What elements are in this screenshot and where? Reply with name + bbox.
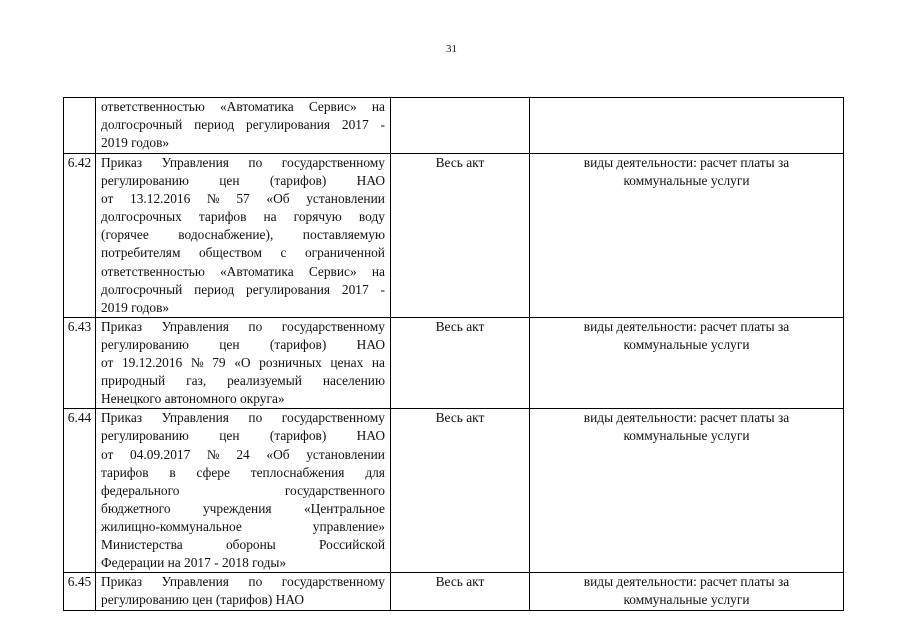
activity-kind-cell	[530, 573, 844, 611]
item-number: 6.45	[64, 573, 96, 611]
act-name-line: долгосрочный период регулирования 2017 -	[101, 117, 385, 133]
act-name-line: федерального государственного	[101, 482, 385, 498]
activity-kind-line: коммунальные услуги	[623, 428, 750, 444]
act-scope-cell: Весь акт	[391, 154, 530, 318]
activity-kind-cell	[530, 98, 844, 154]
act-name-cell	[96, 317, 391, 408]
act-name-line: от 13.12.2016 № 57 «Об установлении	[101, 191, 385, 207]
act-name-line: Приказ Управления по государственному	[101, 318, 385, 334]
act-name-line: (горячее водоснабжение), поставляемую	[101, 227, 385, 243]
act-name-cell	[96, 98, 391, 154]
act-name-line: тарифов в сфере теплоснабжения для	[101, 464, 385, 480]
table-row	[64, 409, 844, 573]
act-name-line: долгосрочных тарифов на горячую воду	[101, 209, 385, 225]
act-scope-cell	[391, 98, 530, 154]
activity-kind-line: виды деятельности: расчет платы за	[583, 410, 790, 426]
table-row	[64, 154, 844, 318]
activity-kind-cell	[530, 317, 844, 408]
act-name-line: 2019 годов»	[101, 299, 170, 315]
act-name-line: Ненецкого автономного округа»	[101, 391, 285, 407]
activity-kind-cell	[530, 409, 844, 573]
table-row	[64, 317, 844, 408]
activity-kind-line: виды деятельности: расчет платы за	[583, 574, 790, 590]
act-name-cell	[96, 409, 391, 573]
act-scope-cell: Весь акт	[391, 409, 530, 573]
act-name-line: Приказ Управления по государственному	[101, 410, 385, 426]
act-scope-cell: Весь акт	[391, 317, 530, 408]
table-row	[64, 573, 844, 611]
act-name-line: Приказ Управления по государственному	[101, 574, 385, 590]
acts-table	[63, 97, 844, 611]
act-name-line: Приказ Управления по государственному	[101, 155, 385, 170]
act-name-line: жилищно-коммунальное управление»	[101, 518, 385, 534]
act-name-line: Федерации на 2017 - 2018 годы»	[101, 555, 287, 571]
act-name-line: природный газ, реализуемый населению	[101, 373, 385, 389]
act-name-line: Министерства обороны Российской	[101, 536, 385, 552]
activity-kind-line: виды деятельности: расчет платы за	[583, 318, 790, 334]
act-name-line: ответственностью «Автоматика Сервис» на	[101, 99, 385, 114]
activity-kind-line: коммунальные услуги	[623, 173, 750, 189]
item-number: 6.42	[64, 154, 96, 318]
act-name-line: регулированию цен (тарифов) НАО	[101, 336, 385, 352]
act-name-line: регулированию цен (тарифов) НАО	[101, 428, 385, 444]
act-name-line: регулированию цен (тарифов) НАО	[101, 592, 304, 608]
act-name-line: потребителям обществом с ограниченной	[101, 245, 385, 261]
page-number: 31	[446, 43, 457, 55]
activity-kind-line: виды деятельности: расчет платы за	[583, 155, 790, 170]
activity-kind-line: коммунальные услуги	[623, 592, 750, 608]
acts-table-body	[64, 98, 844, 611]
item-number: 6.44	[64, 409, 96, 573]
item-number: 6.43	[64, 317, 96, 408]
activity-kind-cell	[530, 154, 844, 318]
act-name-line: от 04.09.2017 № 24 «Об установлении	[101, 446, 385, 462]
act-name-line: ответственностью «Автоматика Сервис» на	[101, 263, 385, 279]
act-name-line: 2019 годов»	[101, 135, 170, 151]
act-scope-cell: Весь акт	[391, 573, 530, 611]
act-name-line: долгосрочный период регулирования 2017 -	[101, 281, 385, 297]
act-name-line: бюджетного учреждения «Центральное	[101, 500, 385, 516]
act-name-line: от 19.12.2016 № 79 «О розничных ценах на	[101, 355, 385, 371]
act-name-line: регулированию цен (тарифов) НАО	[101, 173, 385, 189]
act-name-cell	[96, 154, 391, 318]
activity-kind-line: коммунальные услуги	[623, 336, 750, 352]
act-name-cell	[96, 573, 391, 611]
table-row	[64, 98, 844, 154]
item-number	[64, 98, 96, 154]
